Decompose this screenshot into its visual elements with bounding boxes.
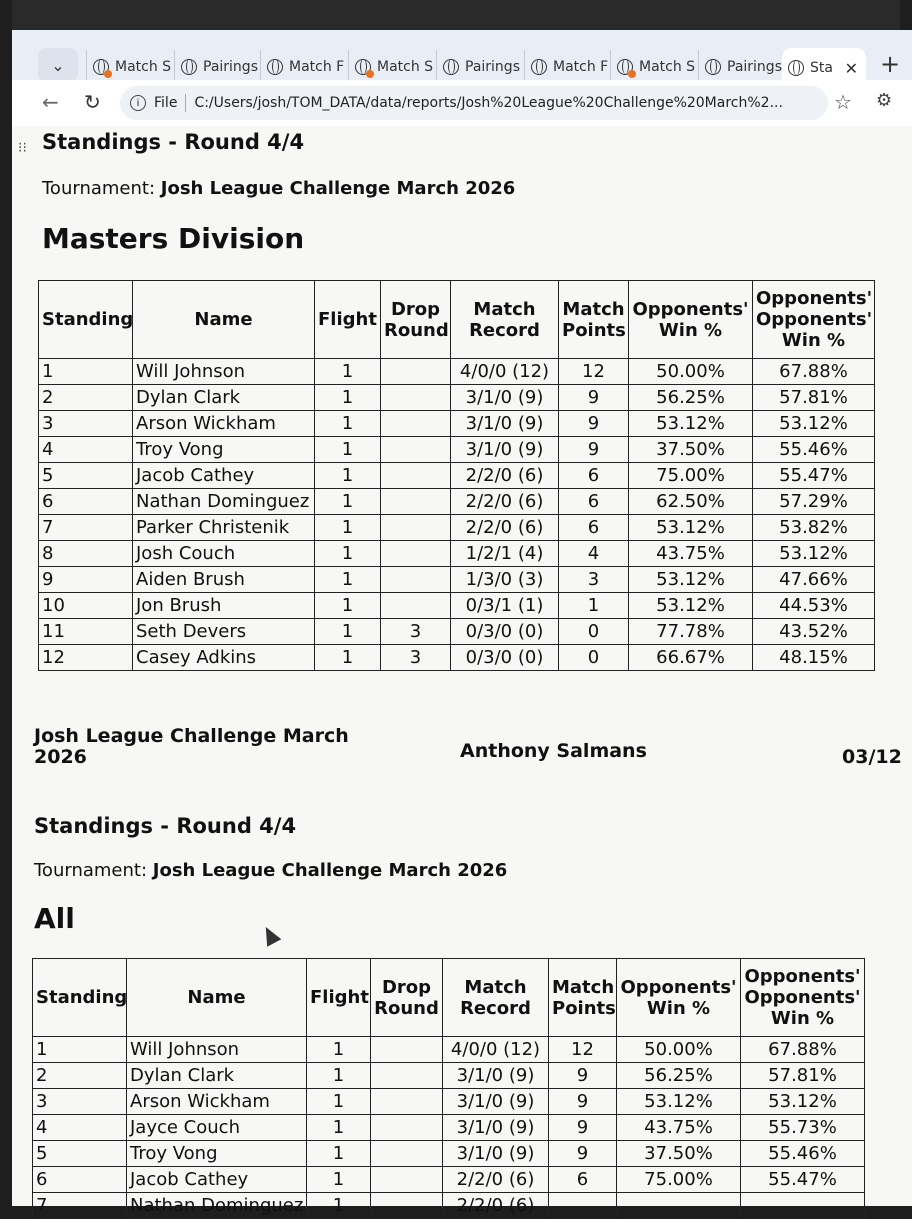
globe-icon (705, 59, 721, 75)
table-cell (381, 489, 451, 515)
table-cell: 2/2/0 (6) (443, 1167, 549, 1193)
table-cell: 9 (549, 1063, 617, 1089)
table-cell: 56.25% (617, 1063, 741, 1089)
table-cell: Arson Wickham (133, 411, 315, 437)
column-header: Opponents' Opponents' Win % (741, 959, 865, 1037)
table-row (39, 645, 875, 671)
table-cell: 37.50% (617, 1141, 741, 1167)
table-cell: 55.47% (741, 1167, 865, 1193)
address-url: C:/Users/josh/TOM_DATA/data/reports/Josh%20League%20Challenge%20March%2... (194, 95, 783, 111)
table-cell (371, 1141, 443, 1167)
table-cell: Nathan Dominguez (133, 489, 315, 515)
table-cell: 67.88% (753, 359, 875, 385)
table-row (39, 437, 875, 463)
table-cell: 0/3/1 (1) (451, 593, 559, 619)
globe-icon (267, 59, 283, 75)
table-cell: 1 (307, 1167, 371, 1193)
table-cell: 50.00% (629, 359, 753, 385)
table-cell: 9 (559, 437, 629, 463)
screen-bezel-top (0, 0, 900, 30)
column-header: Drop Round (371, 959, 443, 1037)
table-cell: 6 (559, 515, 629, 541)
table-row (33, 1063, 865, 1089)
table-cell: 3/1/0 (9) (443, 1089, 549, 1115)
table-cell: 1 (315, 411, 381, 437)
table-cell: 55.46% (741, 1141, 865, 1167)
table-cell: 9 (39, 567, 133, 593)
reload-icon[interactable]: ↻ (84, 90, 101, 114)
table-row (33, 1193, 865, 1219)
table-cell: 53.12% (753, 541, 875, 567)
table-cell: 53.12% (629, 593, 753, 619)
tournament-name: Josh League Challenge March 2026 (160, 178, 516, 199)
table-cell: 5 (33, 1141, 127, 1167)
close-tab-icon[interactable]: ✕ (844, 58, 858, 78)
table-cell: 55.46% (753, 437, 875, 463)
footer-event-name: Josh League Challenge March 2026 (34, 725, 349, 768)
table-cell (381, 411, 451, 437)
table-cell: Dylan Clark (133, 385, 315, 411)
table-row (33, 1115, 865, 1141)
browser-toolbar (12, 80, 912, 126)
browser-tab[interactable] (698, 50, 782, 84)
browser-tab[interactable] (348, 50, 432, 84)
table-cell: 1 (315, 437, 381, 463)
table-cell: 1 (307, 1089, 371, 1115)
table-cell: Jacob Cathey (133, 463, 315, 489)
table-cell: Arson Wickham (127, 1089, 307, 1115)
bookmark-star-icon[interactable]: ☆ (834, 90, 852, 114)
table-cell: 53.82% (753, 515, 875, 541)
browser-chrome (12, 30, 912, 130)
table-cell: 0/3/0 (0) (451, 645, 559, 671)
table-cell: 2/2/0 (6) (451, 515, 559, 541)
table-cell: 53.12% (629, 411, 753, 437)
table-row (39, 593, 875, 619)
table-cell: 48.15% (753, 645, 875, 671)
column-header: Opponents' Win % (617, 959, 741, 1037)
table-cell: 1 (315, 567, 381, 593)
column-header: Match Points (549, 959, 617, 1037)
table-cell: 57.81% (741, 1063, 865, 1089)
tab-label: Pairings (203, 59, 258, 75)
table-cell: 3/1/0 (9) (443, 1115, 549, 1141)
table-cell: Nathan Dominguez (127, 1193, 307, 1219)
table-cell: 56.25% (629, 385, 753, 411)
tab-strip (12, 38, 912, 78)
table-cell: Aiden Brush (133, 567, 315, 593)
table-row (33, 1167, 865, 1193)
column-header: Name (127, 959, 307, 1037)
table-cell: 1 (307, 1115, 371, 1141)
table-cell: 1 (315, 593, 381, 619)
table-row (39, 463, 875, 489)
table-cell: 1 (33, 1037, 127, 1063)
table-cell: 6 (549, 1167, 617, 1193)
section1-heading: Standings - Round 4/4 (42, 130, 305, 154)
table-cell: 12 (39, 645, 133, 671)
table-cell (381, 463, 451, 489)
table-cell (381, 567, 451, 593)
address-scheme-label: File (154, 95, 178, 111)
table-cell: 3 (381, 619, 451, 645)
table-cell: 53.12% (629, 567, 753, 593)
table-cell (381, 437, 451, 463)
table-cell: 1 (307, 1037, 371, 1063)
tab-label: Match S (639, 59, 696, 75)
table-cell: 75.00% (629, 463, 753, 489)
table-cell: 9 (559, 411, 629, 437)
table-cell: 1 (315, 385, 381, 411)
tab-label: Match S (115, 59, 172, 75)
table-cell: 4/0/0 (12) (451, 359, 559, 385)
browser-tab[interactable] (610, 50, 694, 84)
column-header: Standing (39, 281, 133, 359)
table-cell: 1 (315, 489, 381, 515)
sidebar-toggle-icon[interactable]: ⁝⁝ (18, 140, 27, 156)
column-header: Opponents' Win % (629, 281, 753, 359)
table-cell: Troy Vong (133, 437, 315, 463)
table-cell: 6 (33, 1167, 127, 1193)
section2-tournament (34, 860, 507, 881)
standings-table-all (32, 958, 865, 1219)
table-cell: 3 (381, 645, 451, 671)
table-cell (381, 593, 451, 619)
table-cell: Parker Christenik (133, 515, 315, 541)
table-cell: 3/1/0 (9) (451, 437, 559, 463)
table-cell: 6 (559, 489, 629, 515)
table-cell: 37.50% (629, 437, 753, 463)
table-cell: 4 (559, 541, 629, 567)
table-cell (371, 1115, 443, 1141)
globe-icon (531, 59, 547, 75)
table-cell: 57.29% (753, 489, 875, 515)
tournament-name: Josh League Challenge March 2026 (152, 860, 508, 881)
table-cell: 53.12% (741, 1089, 865, 1115)
table-cell: 2/2/0 (6) (443, 1193, 549, 1219)
table-cell: 1 (315, 463, 381, 489)
globe-icon (788, 60, 804, 76)
table-cell: Jon Brush (133, 593, 315, 619)
table-cell: 4 (33, 1115, 127, 1141)
table-cell: 1 (307, 1193, 371, 1219)
table-cell: 12 (559, 359, 629, 385)
footer-date: 03/12 (842, 746, 902, 768)
table-cell: 8 (39, 541, 133, 567)
table-cell (381, 541, 451, 567)
section2-heading: Standings - Round 4/4 (34, 814, 297, 838)
table-cell: 1 (315, 645, 381, 671)
table-cell: 2/2/0 (6) (451, 489, 559, 515)
table-cell: 4 (39, 437, 133, 463)
table-row (39, 567, 875, 593)
table-cell: 5 (39, 463, 133, 489)
column-header: Flight (307, 959, 371, 1037)
table-cell: 43.75% (629, 541, 753, 567)
table-cell: Will Johnson (133, 359, 315, 385)
column-header: Flight (315, 281, 381, 359)
table-row (39, 489, 875, 515)
table-cell: 3/1/0 (9) (451, 385, 559, 411)
table-cell: 1/2/1 (4) (451, 541, 559, 567)
division-title-all: All (34, 902, 75, 935)
table-cell: 1 (307, 1141, 371, 1167)
table-cell: 9 (549, 1089, 617, 1115)
table-cell: 1 (315, 541, 381, 567)
table-cell: 3 (33, 1089, 127, 1115)
table-cell: 53.12% (753, 411, 875, 437)
tournament-label: Tournament: (42, 178, 156, 199)
column-header: Drop Round (381, 281, 451, 359)
table-cell: 0 (559, 645, 629, 671)
chevron-down-icon: ⌄ (51, 55, 65, 75)
table-cell: 62.50% (629, 489, 753, 515)
table-cell: 3/1/0 (9) (443, 1063, 549, 1089)
table-cell: 11 (39, 619, 133, 645)
table-cell: 1 (559, 593, 629, 619)
table-cell: 53.12% (629, 515, 753, 541)
table-cell: 4/0/0 (12) (443, 1037, 549, 1063)
table-cell: 55.73% (741, 1115, 865, 1141)
table-row (39, 359, 875, 385)
table-cell: 43.75% (617, 1115, 741, 1141)
table-row (39, 619, 875, 645)
tab-search-button[interactable] (38, 48, 78, 82)
address-divider (185, 94, 186, 112)
tab-label: Match F (553, 59, 609, 75)
table-cell: Jacob Cathey (127, 1167, 307, 1193)
browser-tab[interactable] (174, 50, 258, 84)
extensions-icon[interactable]: ⚙ (876, 90, 893, 111)
table-cell: 75.00% (617, 1167, 741, 1193)
globe-icon (181, 59, 197, 75)
browser-tab[interactable] (86, 50, 170, 84)
table-cell: Troy Vong (127, 1141, 307, 1167)
table-cell: Will Johnson (127, 1037, 307, 1063)
table-cell: 6 (559, 463, 629, 489)
table-cell: 0 (559, 619, 629, 645)
tab-label: Match F (289, 59, 345, 75)
table-cell (381, 359, 451, 385)
column-header: Match Points (559, 281, 629, 359)
table-cell (371, 1193, 443, 1219)
new-tab-button[interactable]: + (880, 50, 901, 78)
column-header: Opponents' Opponents' Win % (753, 281, 875, 359)
address-bar[interactable] (120, 86, 828, 120)
table-cell (371, 1089, 443, 1115)
table-cell (617, 1193, 741, 1219)
column-header: Name (133, 281, 315, 359)
table-cell: 47.66% (753, 567, 875, 593)
table-cell: 9 (549, 1115, 617, 1141)
browser-tab[interactable] (260, 50, 344, 84)
table-cell: 0/3/0 (0) (451, 619, 559, 645)
column-header: Match Record (451, 281, 559, 359)
alert-dot-icon (104, 70, 112, 78)
table-cell: 57.81% (753, 385, 875, 411)
standings-table-masters (38, 280, 875, 671)
table-cell (371, 1037, 443, 1063)
table-cell: 6 (39, 489, 133, 515)
footer-organizer: Anthony Salmans (460, 740, 647, 762)
table-cell: Dylan Clark (127, 1063, 307, 1089)
table-cell: 2/2/0 (6) (451, 463, 559, 489)
table-cell: 1/3/0 (3) (451, 567, 559, 593)
table-cell: 3 (39, 411, 133, 437)
table-cell: 1 (315, 515, 381, 541)
info-icon[interactable]: i (130, 95, 146, 111)
browser-tab[interactable] (436, 50, 520, 84)
table-cell (381, 385, 451, 411)
table-cell: 7 (39, 515, 133, 541)
table-cell (381, 515, 451, 541)
table-row (39, 515, 875, 541)
division-title-masters: Masters Division (42, 222, 305, 255)
table-cell: 3 (559, 567, 629, 593)
section1-tournament (42, 178, 515, 199)
table-row (33, 1089, 865, 1115)
table-cell (371, 1167, 443, 1193)
report-page (12, 126, 912, 1216)
table-cell: 7 (33, 1193, 127, 1219)
table-cell: 1 (315, 359, 381, 385)
globe-icon (93, 59, 109, 75)
table-row (39, 411, 875, 437)
table-cell: 9 (549, 1141, 617, 1167)
globe-icon (617, 59, 633, 75)
table-cell: 1 (315, 619, 381, 645)
table-cell: 3/1/0 (9) (443, 1141, 549, 1167)
table-row (33, 1037, 865, 1063)
table-cell: 50.00% (617, 1037, 741, 1063)
table-row (33, 1141, 865, 1167)
tournament-label: Tournament: (34, 860, 148, 881)
mouse-cursor-icon (259, 923, 282, 946)
table-cell: 53.12% (617, 1089, 741, 1115)
table-cell: 12 (549, 1037, 617, 1063)
table-cell: 77.78% (629, 619, 753, 645)
table-row (39, 541, 875, 567)
screen-bezel-left (0, 0, 12, 1200)
table-cell: 1 (307, 1063, 371, 1089)
table-cell: 2 (33, 1063, 127, 1089)
table-cell: 55.47% (753, 463, 875, 489)
table-cell: Jayce Couch (127, 1115, 307, 1141)
table-cell: Casey Adkins (133, 645, 315, 671)
table-cell: Josh Couch (133, 541, 315, 567)
table-cell: Seth Devers (133, 619, 315, 645)
back-arrow-icon[interactable]: ← (42, 90, 59, 114)
browser-tab[interactable] (524, 50, 608, 84)
table-cell (549, 1193, 617, 1219)
table-cell: 66.67% (629, 645, 753, 671)
tab-label: Pairings (727, 59, 782, 75)
tab-label: Sta (810, 60, 833, 76)
table-cell: 2 (39, 385, 133, 411)
table-header-row (33, 959, 865, 1037)
column-header: Standing (33, 959, 127, 1037)
table-cell (371, 1063, 443, 1089)
alert-dot-icon (366, 70, 374, 78)
tab-label: Match S (377, 59, 434, 75)
globe-icon (443, 59, 459, 75)
alert-dot-icon (628, 70, 636, 78)
table-cell: 67.88% (741, 1037, 865, 1063)
table-cell: 9 (559, 385, 629, 411)
column-header: Match Record (443, 959, 549, 1037)
table-cell: 3/1/0 (9) (451, 411, 559, 437)
table-row (39, 385, 875, 411)
tab-label: Pairings (465, 59, 520, 75)
table-cell: 44.53% (753, 593, 875, 619)
table-cell: 43.52% (753, 619, 875, 645)
table-cell: 10 (39, 593, 133, 619)
table-cell: 1 (39, 359, 133, 385)
globe-icon (355, 59, 371, 75)
table-header-row (39, 281, 875, 359)
table-cell (741, 1193, 865, 1219)
